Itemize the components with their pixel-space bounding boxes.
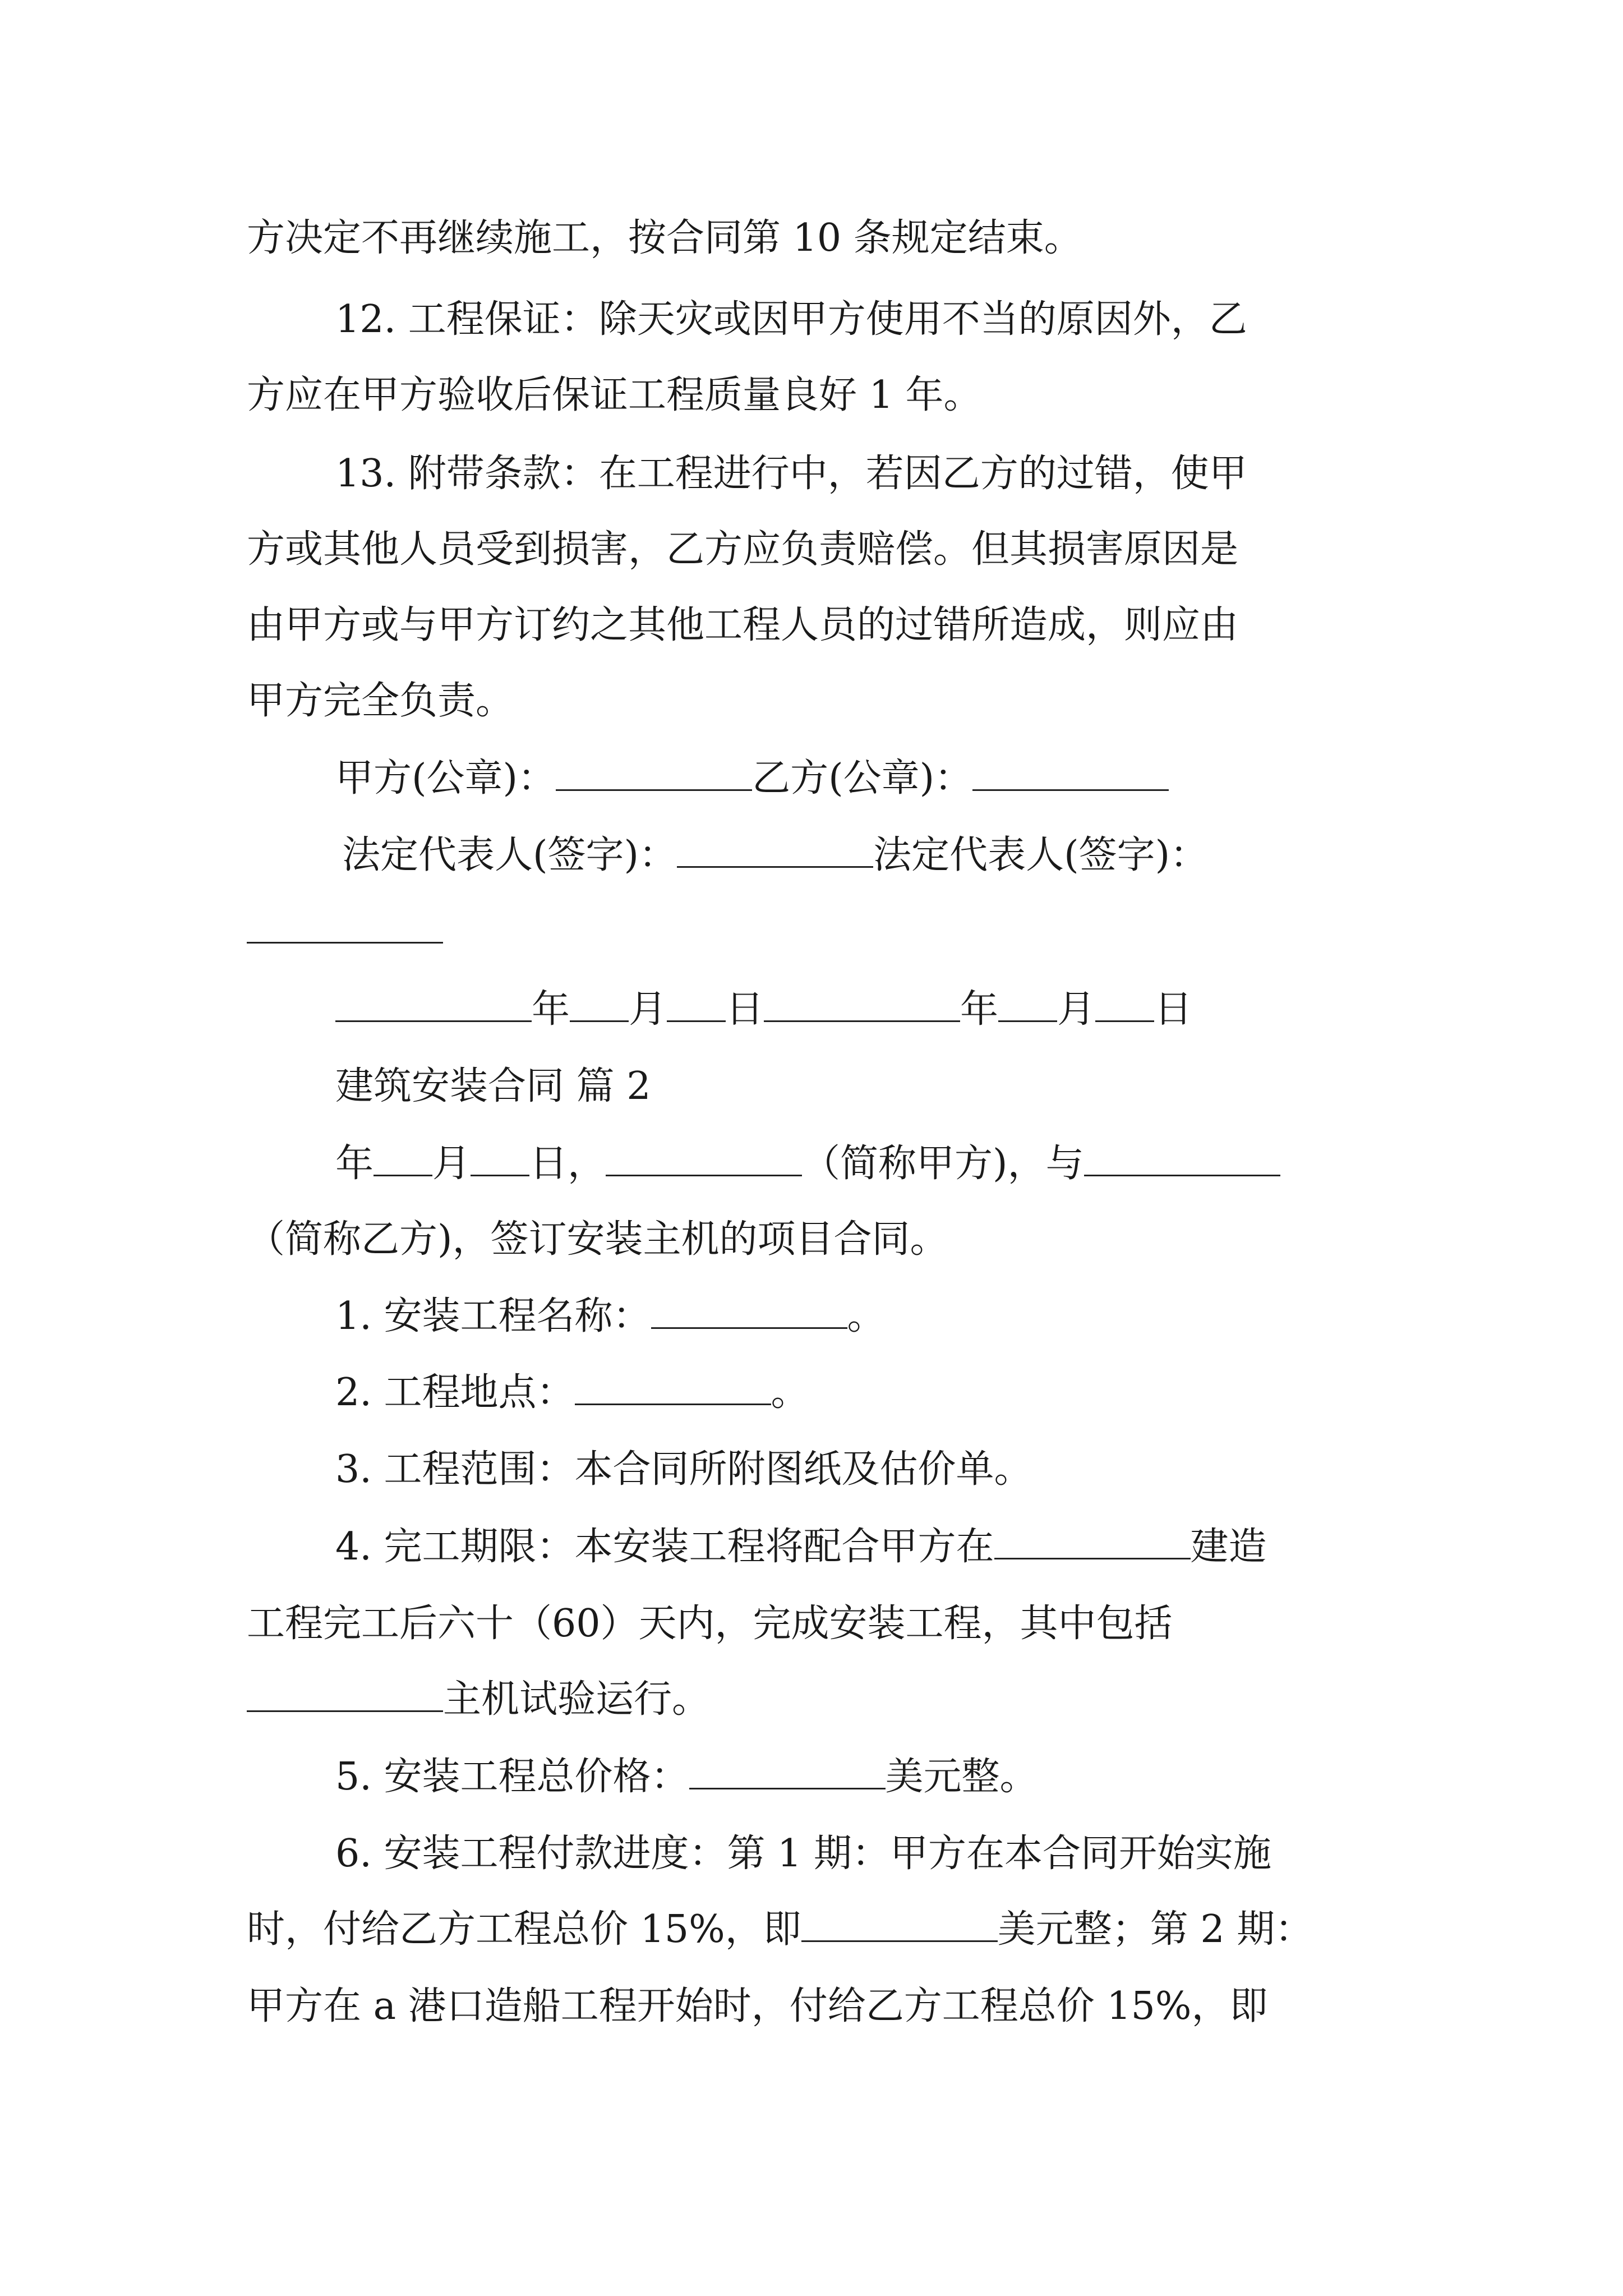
day-blank bbox=[471, 1142, 529, 1176]
item-5 bbox=[335, 1749, 1038, 1805]
party-a-rep-label: 法定代表人(签字)： bbox=[342, 833, 677, 877]
text-line: 甲方完全负责。 bbox=[247, 679, 514, 723]
month-blank bbox=[374, 1142, 432, 1176]
item-1-label: 1. 安装工程名称： bbox=[335, 1294, 651, 1338]
item-2-end: 。 bbox=[771, 1370, 809, 1415]
item-6-part-b: 美元整；第 2 期： bbox=[997, 1907, 1313, 1952]
date-year-blank bbox=[335, 988, 532, 1022]
year-label: 年 bbox=[335, 1142, 374, 1186]
party-a-rep-blank bbox=[677, 834, 873, 868]
item-4-end: 主机试验运行。 bbox=[443, 1677, 711, 1722]
day-label: 日， bbox=[529, 1142, 606, 1186]
party-b-name-blank bbox=[1084, 1142, 1280, 1176]
item-5-end: 美元整。 bbox=[885, 1755, 1038, 1799]
intro-line bbox=[335, 1136, 1280, 1192]
date-day-blank bbox=[667, 988, 726, 1022]
party-b-rep-blank bbox=[247, 909, 443, 944]
text-line: 12. 工程保证：除天灾或因甲方使用不当的原因外，乙 bbox=[335, 297, 1247, 342]
date-month-blank bbox=[570, 988, 629, 1022]
party-a-seal-blank bbox=[556, 757, 752, 791]
day-label: 日 bbox=[726, 987, 764, 1032]
item-2-label: 2. 工程地点： bbox=[335, 1370, 575, 1415]
location-blank bbox=[575, 1371, 771, 1405]
item-6: 6. 安装工程付款进度：第 1 期：甲方在本合同开始实施 bbox=[335, 1832, 1271, 1876]
item-4-label: 4. 完工期限：本安装工程将配合甲方在 bbox=[335, 1525, 994, 1569]
section-title: 建筑安装合同 篇 2 bbox=[335, 1064, 651, 1108]
item-2 bbox=[335, 1365, 809, 1421]
signature-line-rep bbox=[342, 827, 1208, 884]
party-b-seal-blank bbox=[972, 757, 1169, 791]
month-label-2: 月 bbox=[1057, 987, 1096, 1032]
party-b-rep-blank-line bbox=[247, 903, 443, 959]
party-a-abbr: （简称甲方)，与 bbox=[802, 1142, 1084, 1186]
month-label: 月 bbox=[629, 987, 667, 1032]
project-name-blank bbox=[651, 1295, 847, 1329]
item-4 bbox=[335, 1519, 1267, 1575]
item-4-cont: 建造 bbox=[1190, 1525, 1267, 1569]
day-label-2: 日 bbox=[1154, 987, 1193, 1032]
total-price-blank bbox=[689, 1755, 886, 1789]
year-label-2: 年 bbox=[960, 987, 999, 1032]
party-b-seal-label: 乙方(公章)： bbox=[752, 756, 973, 800]
item-3: 3. 工程范围：本合同所附图纸及估价单。 bbox=[335, 1447, 1032, 1492]
text-line: 工程完工后六十（60）天内，完成安装工程，其中包括 bbox=[247, 1602, 1173, 1646]
text-line: 由甲方或与甲方订约之其他工程人员的过错所造成，则应由 bbox=[247, 603, 1239, 647]
item-5-label: 5. 安装工程总价格： bbox=[335, 1755, 689, 1799]
text-line: （简称乙方)，签订安装主机的项目合同。 bbox=[247, 1217, 948, 1262]
signature-line-seal bbox=[335, 751, 1169, 807]
text-line: 方应在甲方验收后保证工程质量良好 1 年。 bbox=[247, 373, 982, 417]
year-label: 年 bbox=[532, 987, 570, 1032]
party-b-rep-label: 法定代表人(签字)： bbox=[873, 833, 1209, 877]
date-day-blank-2 bbox=[1095, 988, 1154, 1022]
item-1-end: 。 bbox=[847, 1294, 886, 1338]
party-a-name-blank bbox=[606, 1142, 802, 1176]
month-label: 月 bbox=[432, 1142, 471, 1186]
text-line: 甲方在 a 港口造船工程开始时，付给乙方工程总价 15%，即 bbox=[247, 1984, 1268, 2028]
date-month-blank-2 bbox=[998, 988, 1057, 1022]
item-6-part-a: 时，付给乙方工程总价 15%，即 bbox=[247, 1907, 801, 1952]
date-line bbox=[335, 982, 1192, 1038]
text-line: 13. 附带条款：在工程进行中，若因乙方的过错，使甲 bbox=[335, 452, 1247, 496]
item-4-line-3 bbox=[247, 1672, 710, 1728]
text-line: 方或其他人员受到损害，乙方应负责赔偿。但其损害原因是 bbox=[247, 527, 1239, 572]
item-1 bbox=[335, 1289, 886, 1345]
party-a-seal-label: 甲方(公章)： bbox=[335, 756, 556, 800]
construction-blank bbox=[994, 1525, 1191, 1559]
payment-1-blank bbox=[801, 1908, 998, 1942]
host-blank bbox=[247, 1678, 443, 1712]
date-year-blank-2 bbox=[764, 988, 960, 1022]
item-6-line-2 bbox=[247, 1902, 1313, 1958]
text-line: 方决定不再继续施工，按合同第 10 条规定结束。 bbox=[247, 216, 1082, 260]
